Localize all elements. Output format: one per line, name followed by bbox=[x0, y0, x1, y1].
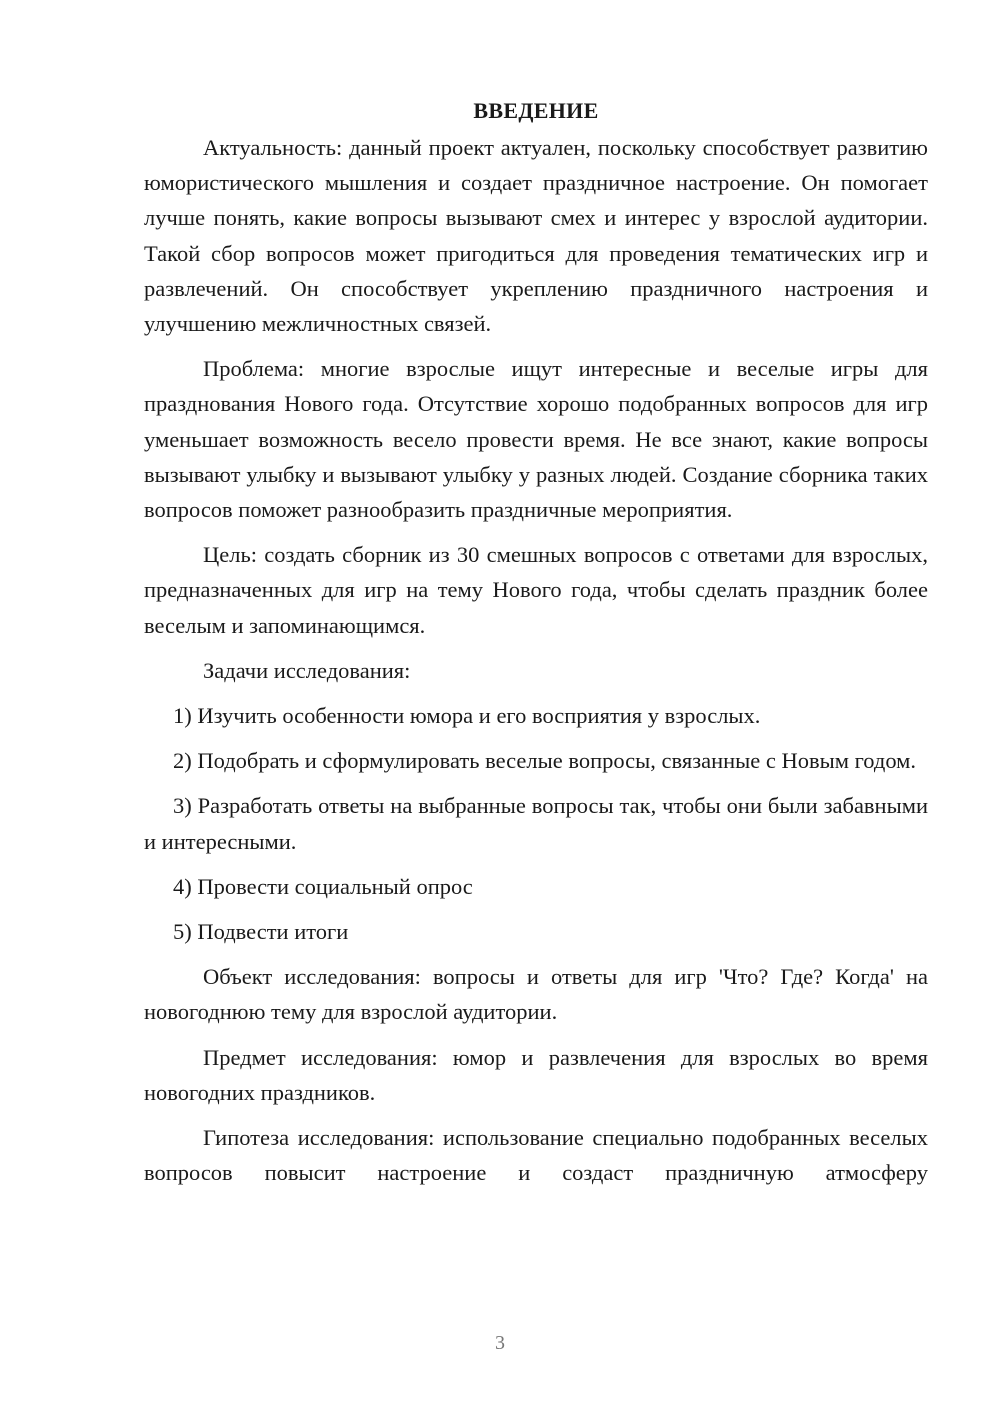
paragraph-actuality: Актуальность: данный проект актуален, поскольку способствует развитию юмористического мышления и создает праздничное настроение. Он помогает лучше понять, какие вопросы вызывают смех и интерес у взрослой аудитории. Такой сбор вопросов может пригодиться для проведения тематических игр и развлечений. Он способствует укреплению праздничного настроения и улучшению межличностных связей. bbox=[144, 135, 928, 337]
task-item-5: 5) Подвести итоги bbox=[173, 919, 349, 945]
paragraph-hypothesis: Гипотеза исследования: использование специально подобранных веселых вопросов повысит настроение и создаст праздничную атмосферу bbox=[144, 1125, 928, 1186]
paragraph-goal: Цель: создать сборник из 30 смешных вопросов с ответами для взрослых, предназначенных для игр на тему Нового года, чтобы сделать праздник более веселым и запоминающимся. bbox=[144, 542, 928, 638]
task-item-4: 4) Провести социальный опрос bbox=[173, 873, 473, 899]
paragraph-problem: Проблема: многие взрослые ищут интересные и веселые игры для празднования Нового года. Отсутствие хорошо подобранных вопросов для игр уменьшает возможность весело провести время. Не все знают, какие вопросы вызывают улыбку и вызывают улыбку у разных людей. Создание сборника таких вопросов поможет разнообразить праздничные мероприятия. bbox=[144, 356, 928, 523]
paragraph-object: Объект исследования: вопросы и ответы для игр 'Что? Где? Когда' на новогоднюю тему для взрослой аудитории. bbox=[144, 964, 928, 1025]
page-title: ВВЕДЕНИЕ bbox=[473, 98, 599, 123]
document-page bbox=[144, 92, 928, 1190]
tasks-heading: Задачи исследования: bbox=[203, 657, 411, 683]
paragraph-subject: Предмет исследования: юмор и развлечения для взрослых во время новогодних праздников. bbox=[144, 1044, 928, 1105]
page-number: 3 bbox=[495, 1332, 505, 1354]
task-item-3: 3) Разработать ответы на выбранные вопросы так, чтобы они были забавными и интересными. bbox=[144, 793, 928, 854]
task-item-2: 2) Подобрать и сформулировать веселые вопросы, связанные с Новым годом. bbox=[173, 748, 917, 774]
task-item-1: 1) Изучить особенности юмора и его восприятия у взрослых. bbox=[173, 703, 761, 729]
